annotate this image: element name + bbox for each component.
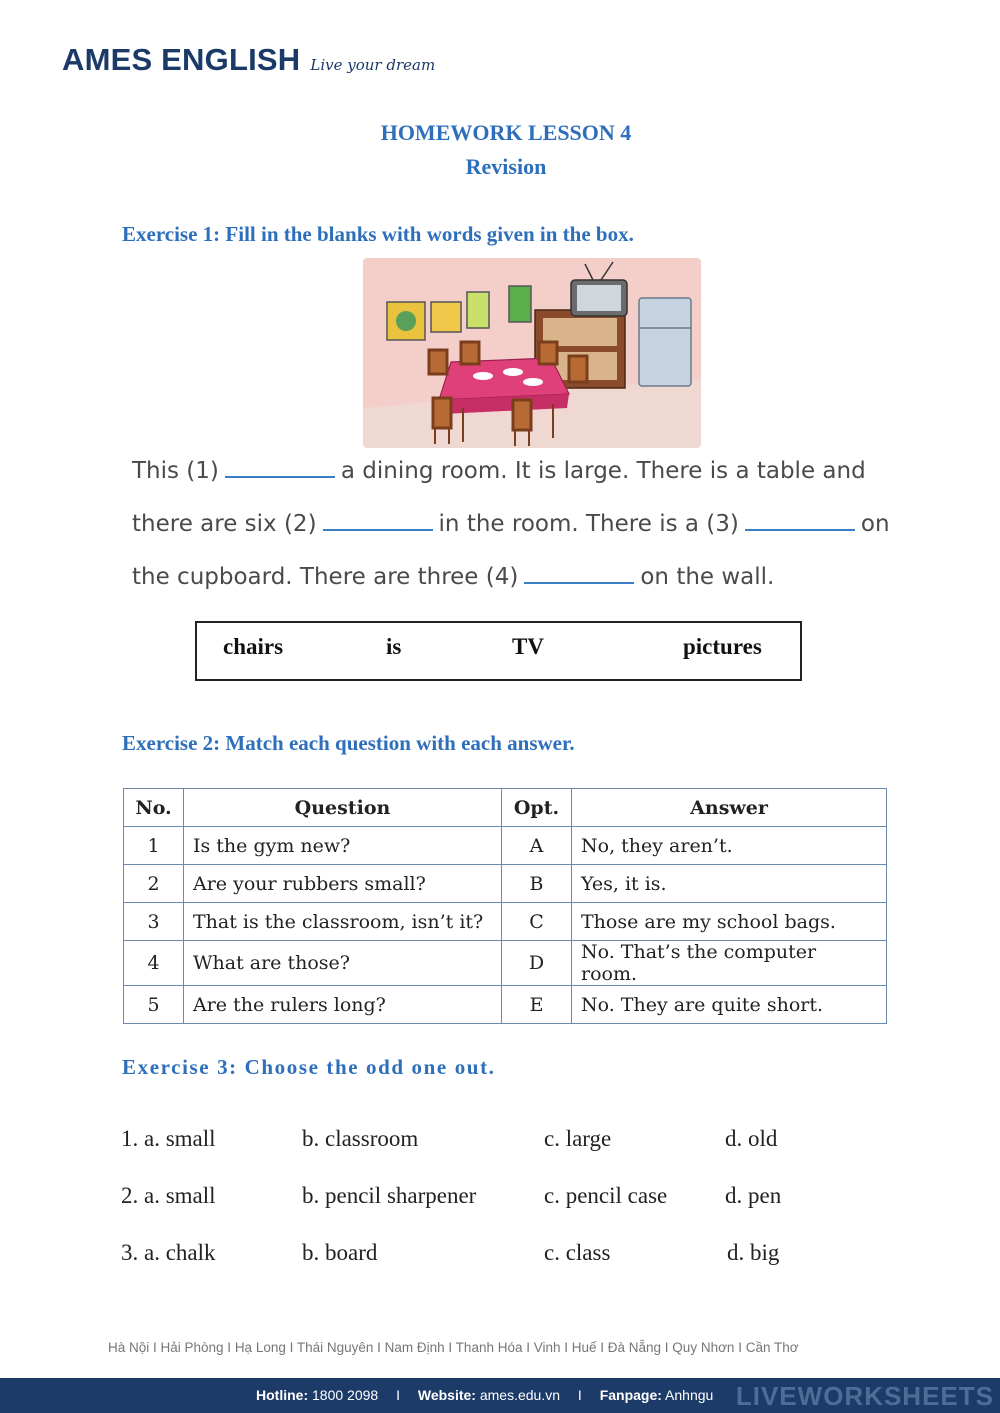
choice-b[interactable]: b. pencil sharpener (302, 1183, 477, 1208)
hotline-label: Hotline: (256, 1387, 309, 1403)
logo-tagline: Live your dream (310, 56, 436, 74)
website-link[interactable]: ames.edu.vn (479, 1387, 561, 1403)
choice-a[interactable]: 3. a. chalk (121, 1240, 216, 1265)
choice-a[interactable]: 1. a. small (121, 1126, 216, 1151)
row-question: Are your rubbers small? (184, 865, 502, 903)
choice-c[interactable]: c. large (544, 1126, 612, 1151)
exercise-3-label: Exercise 3 (122, 1055, 230, 1079)
word-option: chairs (223, 634, 284, 659)
table-row (124, 903, 887, 941)
page-title: HOMEWORK LESSON 4 (380, 120, 632, 145)
passage-line-3 (132, 558, 922, 611)
choice-c[interactable]: c. class (544, 1240, 611, 1265)
row-option: A (502, 827, 572, 865)
row-answer: No, they aren’t. (572, 827, 887, 865)
passage-text: there are six (2) (132, 511, 317, 537)
table-row (124, 827, 887, 865)
table-row (124, 941, 887, 986)
row-answer: No. That’s the computer room. (572, 941, 887, 986)
footer-bar (0, 1378, 1000, 1413)
footer-separator: I (577, 1387, 582, 1403)
word-option: is (386, 634, 402, 659)
passage-text: the cupboard. There are three (4) (132, 564, 519, 590)
odd-one-out-item (121, 1183, 921, 1213)
exercise-3-heading (122, 1055, 496, 1080)
header-question: Question (184, 789, 502, 827)
dining-room-illustration (363, 258, 701, 448)
exercise-1-heading: Exercise 1: Fill in the blanks with words given in the box. (122, 222, 634, 246)
choice-b[interactable]: b. classroom (302, 1126, 419, 1151)
passage-text: a dining room. It is large. There is a table and (340, 458, 866, 484)
row-number: 5 (124, 986, 184, 1024)
row-question: Is the gym new? (184, 827, 502, 865)
exercise-3-instruction: : Choose the odd one out. (229, 1055, 496, 1079)
row-number: 4 (124, 941, 184, 986)
passage-text: on (860, 511, 890, 537)
row-option: C (502, 903, 572, 941)
header-opt: Opt. (502, 789, 572, 827)
footer-separator: I (396, 1387, 400, 1403)
word-option: pictures (683, 634, 762, 659)
choice-d[interactable]: d. big (727, 1240, 780, 1265)
passage-text: in the room. There is a (3) (438, 511, 739, 537)
passage-line-1 (132, 452, 922, 505)
odd-one-out-item (121, 1126, 921, 1156)
passage-text: This (1) (132, 458, 219, 484)
header-no: No. (124, 789, 184, 827)
choice-a[interactable]: 2. a. small (121, 1183, 216, 1208)
blank-1[interactable] (225, 456, 335, 478)
choice-d[interactable]: d. pen (725, 1183, 782, 1208)
table-header-row (124, 789, 887, 827)
passage-text: on the wall. (640, 564, 775, 590)
fanpage-link[interactable]: Anhngu (665, 1387, 714, 1403)
row-answer: Yes, it is. (572, 865, 887, 903)
table-row (124, 986, 887, 1024)
choice-d[interactable]: d. old (725, 1126, 778, 1151)
odd-one-out-item (121, 1240, 921, 1270)
matching-table (123, 788, 887, 1024)
row-question: Are the rulers long? (184, 986, 502, 1024)
logo-wordmark: AMES ENGLISH (62, 42, 301, 77)
row-option: B (502, 865, 572, 903)
row-answer: Those are my school bags. (572, 903, 887, 941)
exercise-2-heading: Exercise 2: Match each question with each answer. (122, 731, 575, 755)
row-number: 2 (124, 865, 184, 903)
blank-4[interactable] (524, 562, 634, 584)
page-subtitle: Revision (465, 154, 547, 179)
footer-contacts (256, 1387, 713, 1403)
fanpage-label: Fanpage: (599, 1387, 662, 1403)
word-box (195, 621, 802, 681)
website-label: Website: (417, 1387, 476, 1403)
row-option: D (502, 941, 572, 986)
branch-cities: Hà Nội I Hải Phòng I Hạ Long I Thái Nguyên I Nam Định I Thanh Hóa I Vinh I Huế I Đà Nẵng I Quy Nhơn I Cần Thơ (108, 1340, 799, 1355)
row-answer: No. They are quite short. (572, 986, 887, 1024)
row-question: What are those? (184, 941, 502, 986)
row-question: That is the classroom, isn’t it? (184, 903, 502, 941)
header-answer: Answer (572, 789, 887, 827)
row-number: 3 (124, 903, 184, 941)
watermark-logo: LIVEWORKSHEETS (735, 1381, 994, 1411)
word-option: TV (512, 634, 544, 659)
hotline-number: 1800 2098 (312, 1387, 379, 1403)
choice-b[interactable]: b. board (302, 1240, 378, 1265)
passage-line-2 (132, 505, 922, 558)
choice-c[interactable]: c. pencil case (544, 1183, 668, 1208)
row-number: 1 (124, 827, 184, 865)
blank-3[interactable] (745, 509, 855, 531)
table-row (124, 865, 887, 903)
ames-logo (62, 42, 435, 78)
row-option: E (502, 986, 572, 1024)
blank-2[interactable] (323, 509, 433, 531)
reading-passage (132, 452, 922, 611)
